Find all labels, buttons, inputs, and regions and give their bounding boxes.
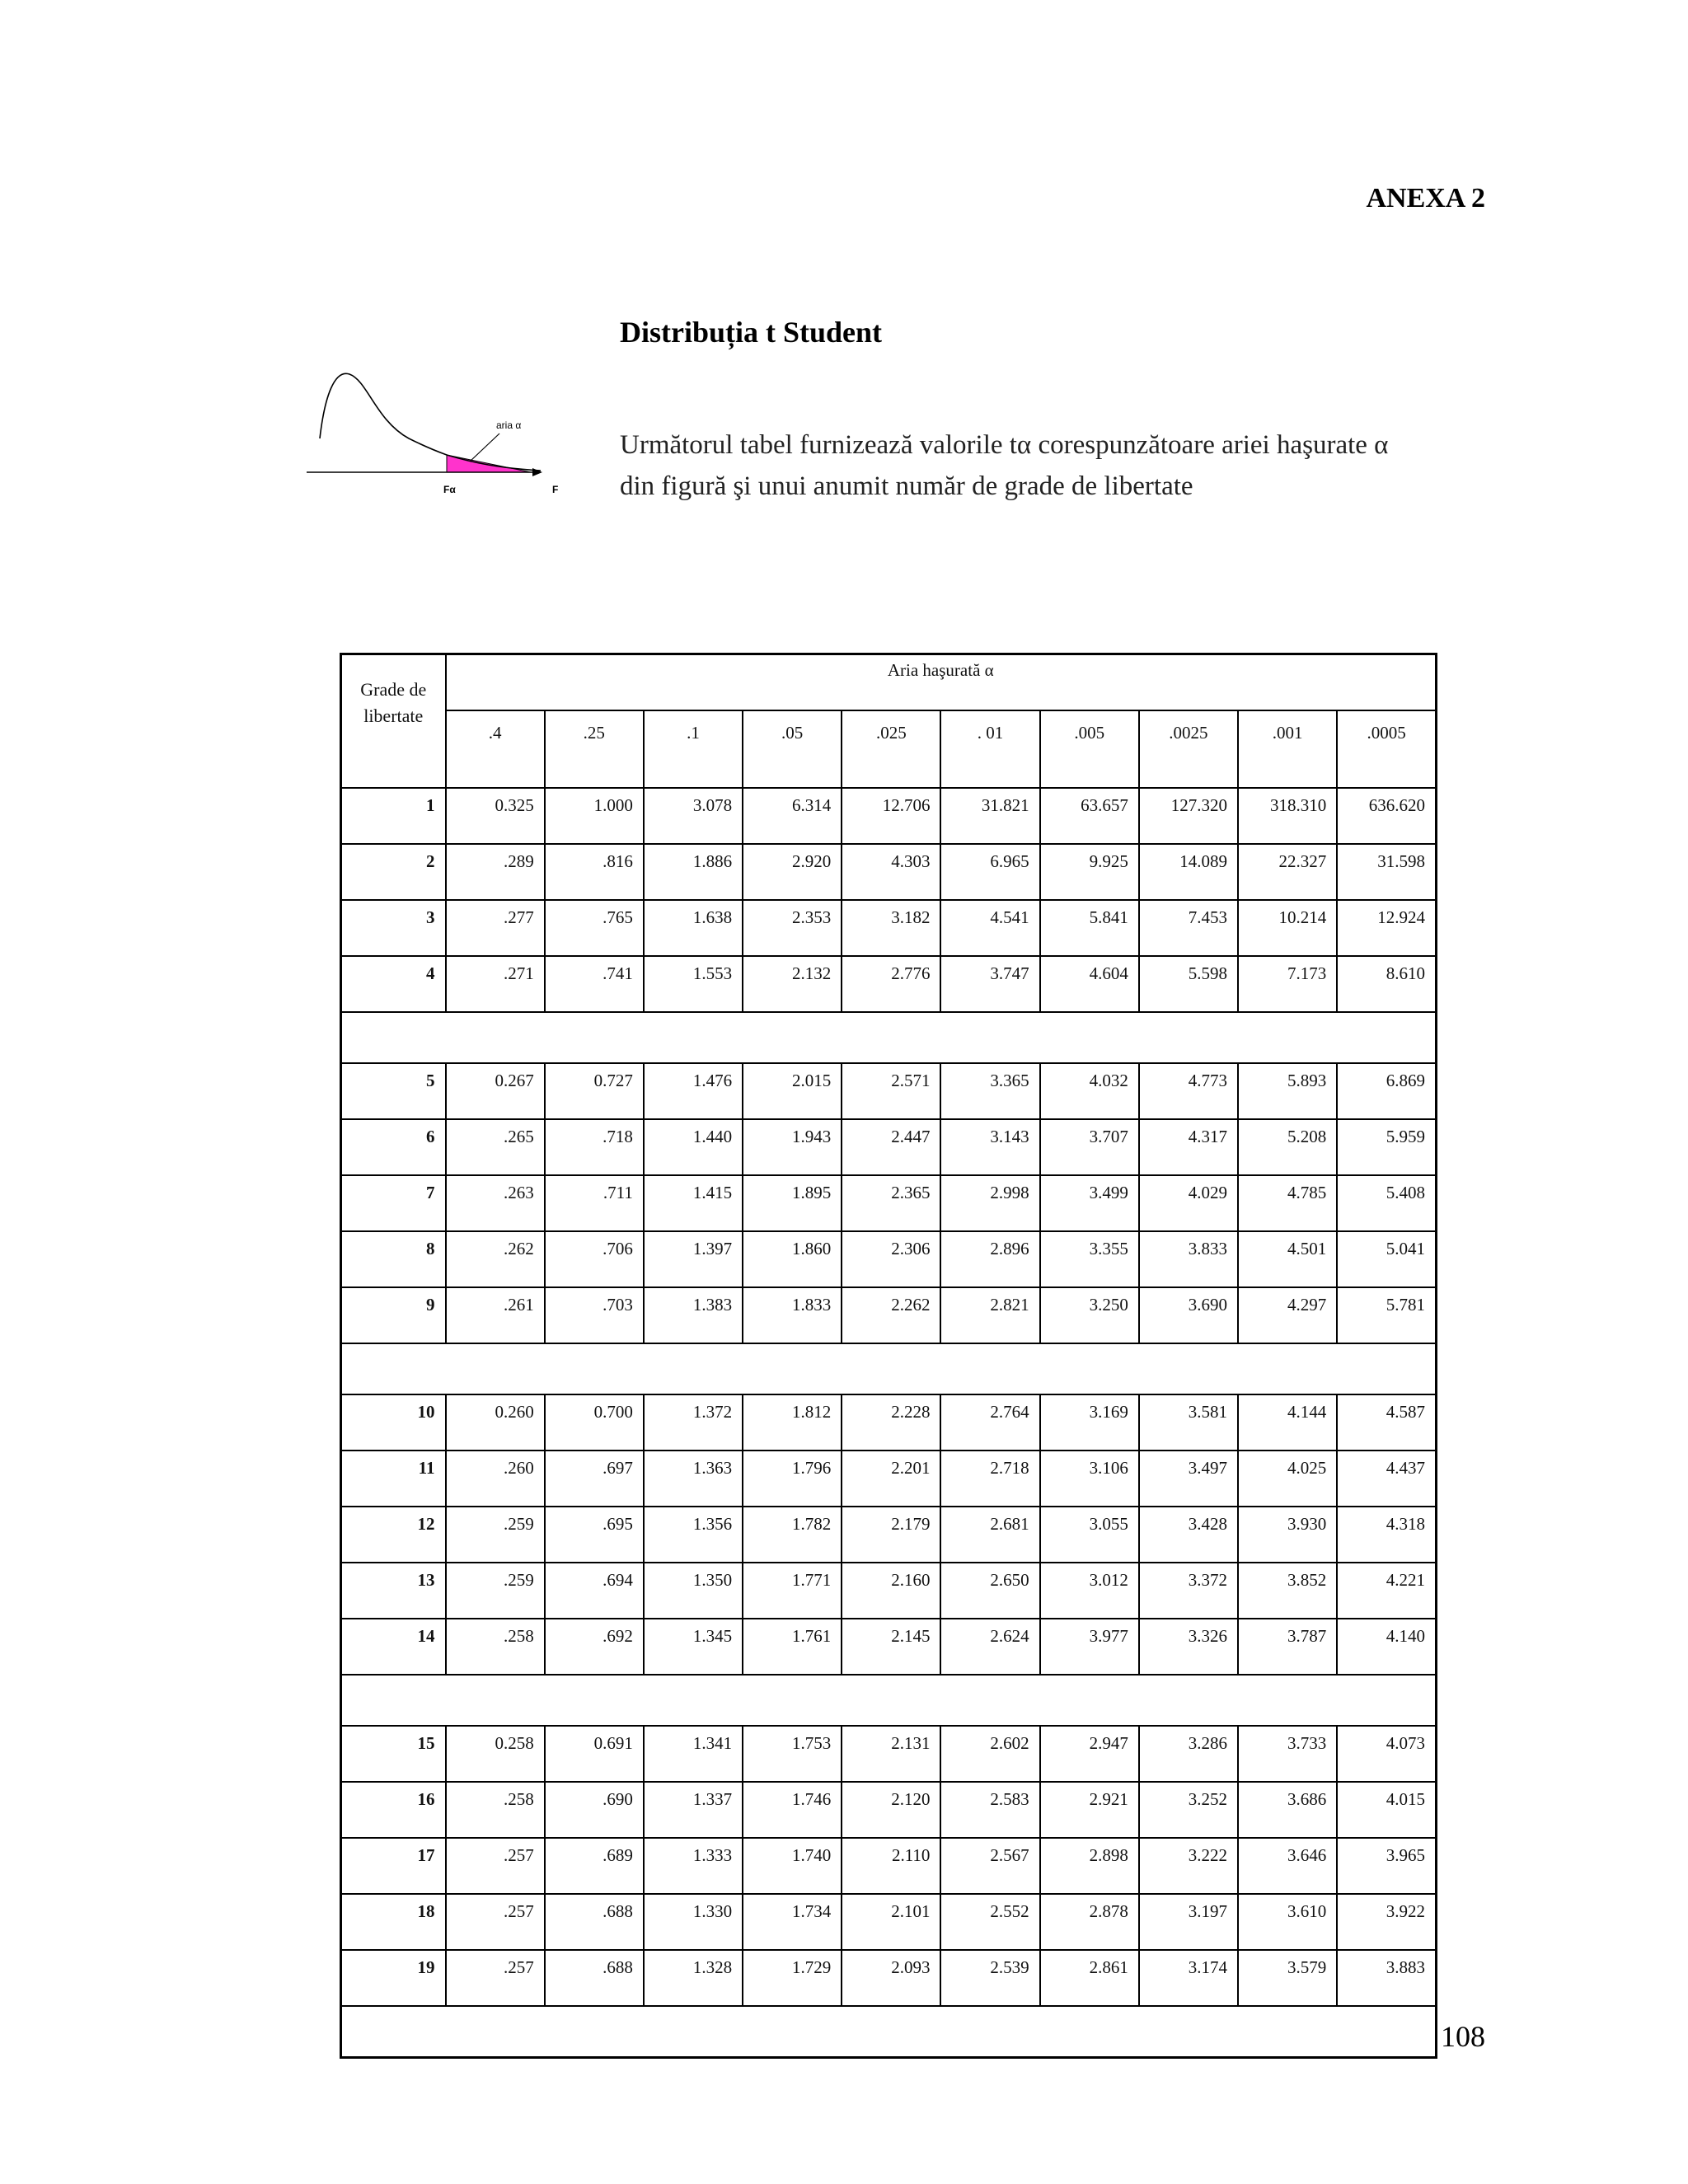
- degrees-of-freedom-cell: 7: [341, 1175, 446, 1231]
- value-cell: 3.428: [1139, 1507, 1238, 1563]
- value-cell: 2.583: [940, 1782, 1039, 1838]
- value-cell: 2.539: [940, 1950, 1039, 2006]
- value-cell: 2.201: [842, 1451, 940, 1507]
- value-cell: 4.140: [1337, 1619, 1436, 1675]
- value-cell: 1.363: [644, 1451, 743, 1507]
- value-cell: 1.761: [743, 1619, 842, 1675]
- degrees-of-freedom-cell: 19: [341, 1950, 446, 2006]
- value-cell: 2.567: [940, 1838, 1039, 1894]
- value-cell: 4.297: [1238, 1287, 1337, 1343]
- value-cell: 1.330: [644, 1894, 743, 1950]
- degrees-of-freedom-cell: 3: [341, 900, 446, 956]
- spacer-row: [341, 2006, 1437, 2058]
- value-cell: 14.089: [1139, 844, 1238, 900]
- value-cell: 3.250: [1040, 1287, 1139, 1343]
- value-cell: 2.896: [940, 1231, 1039, 1287]
- description: [620, 424, 1477, 507]
- value-cell: 5.598: [1139, 956, 1238, 1012]
- value-cell: 6.869: [1337, 1063, 1436, 1119]
- value-cell: 3.326: [1139, 1619, 1238, 1675]
- spacer-cell: [341, 1012, 1437, 1063]
- value-cell: 4.437: [1337, 1451, 1436, 1507]
- value-cell: 2.718: [940, 1451, 1039, 1507]
- value-cell: 0.691: [545, 1726, 644, 1782]
- value-cell: 4.029: [1139, 1175, 1238, 1231]
- column-header: .4: [446, 710, 545, 788]
- area-group-header: Aria haşurată α: [446, 654, 1437, 711]
- value-cell: .692: [545, 1619, 644, 1675]
- value-cell: 0.258: [446, 1726, 545, 1782]
- value-cell: 0.267: [446, 1063, 545, 1119]
- table-row: [341, 1619, 1437, 1675]
- value-cell: 1.753: [743, 1726, 842, 1782]
- value-cell: 2.365: [842, 1175, 940, 1231]
- value-cell: .259: [446, 1507, 545, 1563]
- value-cell: 1.771: [743, 1563, 842, 1619]
- table-row: [341, 1231, 1437, 1287]
- value-cell: 3.182: [842, 900, 940, 956]
- value-cell: 2.898: [1040, 1838, 1139, 1894]
- value-cell: 2.179: [842, 1507, 940, 1563]
- value-cell: 3.106: [1040, 1451, 1139, 1507]
- value-cell: .265: [446, 1119, 545, 1175]
- value-cell: 2.132: [743, 956, 842, 1012]
- value-cell: 1.337: [644, 1782, 743, 1838]
- value-cell: 3.883: [1337, 1950, 1436, 2006]
- table-row: [341, 1119, 1437, 1175]
- value-cell: 3.707: [1040, 1119, 1139, 1175]
- value-cell: 6.965: [940, 844, 1039, 900]
- value-cell: 2.764: [940, 1394, 1039, 1451]
- value-cell: 1.476: [644, 1063, 743, 1119]
- value-cell: 2.101: [842, 1894, 940, 1950]
- value-cell: 3.197: [1139, 1894, 1238, 1950]
- value-cell: .695: [545, 1507, 644, 1563]
- value-cell: .765: [545, 900, 644, 956]
- t-distribution-table: [340, 653, 1437, 2059]
- value-cell: 4.317: [1139, 1119, 1238, 1175]
- spacer-row: [341, 1343, 1437, 1394]
- value-cell: 1.740: [743, 1838, 842, 1894]
- value-cell: .257: [446, 1950, 545, 2006]
- value-cell: 4.604: [1040, 956, 1139, 1012]
- degrees-of-freedom-cell: 5: [341, 1063, 446, 1119]
- spacer-cell: [341, 1675, 1437, 1726]
- degrees-of-freedom-cell: 15: [341, 1726, 446, 1782]
- value-cell: 5.208: [1238, 1119, 1337, 1175]
- column-header: .05: [743, 710, 842, 788]
- column-header: .25: [545, 710, 644, 788]
- value-cell: .271: [446, 956, 545, 1012]
- corner-label-line-1: Grade de: [360, 679, 427, 700]
- value-cell: 2.552: [940, 1894, 1039, 1950]
- value-cell: 1.782: [743, 1507, 842, 1563]
- degrees-of-freedom-cell: 10: [341, 1394, 446, 1451]
- degrees-of-freedom-cell: 4: [341, 956, 446, 1012]
- value-cell: 2.447: [842, 1119, 940, 1175]
- value-cell: 1.943: [743, 1119, 842, 1175]
- spacer-cell: [341, 2006, 1437, 2058]
- value-cell: 3.852: [1238, 1563, 1337, 1619]
- table-row: [341, 1563, 1437, 1619]
- value-cell: 4.025: [1238, 1451, 1337, 1507]
- value-cell: 2.160: [842, 1563, 940, 1619]
- value-cell: 4.144: [1238, 1394, 1337, 1451]
- value-cell: 4.318: [1337, 1507, 1436, 1563]
- value-cell: 3.143: [940, 1119, 1039, 1175]
- value-cell: 1.812: [743, 1394, 842, 1451]
- value-cell: 1.415: [644, 1175, 743, 1231]
- value-cell: .697: [545, 1451, 644, 1507]
- value-cell: 3.222: [1139, 1838, 1238, 1894]
- area-label: aria α: [496, 419, 522, 431]
- value-cell: 3.690: [1139, 1287, 1238, 1343]
- value-cell: .261: [446, 1287, 545, 1343]
- value-cell: 0.700: [545, 1394, 644, 1451]
- value-cell: .289: [446, 844, 545, 900]
- value-cell: .718: [545, 1119, 644, 1175]
- value-cell: .259: [446, 1563, 545, 1619]
- value-cell: 9.925: [1040, 844, 1139, 900]
- value-cell: 3.922: [1337, 1894, 1436, 1950]
- value-cell: 2.131: [842, 1726, 940, 1782]
- value-cell: 5.408: [1337, 1175, 1436, 1231]
- value-cell: 3.078: [644, 788, 743, 844]
- value-cell: 3.174: [1139, 1950, 1238, 2006]
- value-cell: 1.796: [743, 1451, 842, 1507]
- value-cell: .741: [545, 956, 644, 1012]
- value-cell: 636.620: [1337, 788, 1436, 844]
- value-cell: .277: [446, 900, 545, 956]
- value-cell: .711: [545, 1175, 644, 1231]
- column-header: .0025: [1139, 710, 1238, 788]
- value-cell: .260: [446, 1451, 545, 1507]
- value-cell: 3.646: [1238, 1838, 1337, 1894]
- value-cell: 1.729: [743, 1950, 842, 2006]
- value-cell: .263: [446, 1175, 545, 1231]
- value-cell: 1.886: [644, 844, 743, 900]
- value-cell: 3.833: [1139, 1231, 1238, 1287]
- value-cell: 3.499: [1040, 1175, 1139, 1231]
- value-cell: 0.260: [446, 1394, 545, 1451]
- value-cell: 2.947: [1040, 1726, 1139, 1782]
- value-cell: 2.776: [842, 956, 940, 1012]
- value-cell: 5.841: [1040, 900, 1139, 956]
- value-cell: 12.706: [842, 788, 940, 844]
- table-row: [341, 844, 1437, 900]
- value-cell: 22.327: [1238, 844, 1337, 900]
- value-cell: 1.734: [743, 1894, 842, 1950]
- degrees-of-freedom-cell: 18: [341, 1894, 446, 1950]
- value-cell: 2.998: [940, 1175, 1039, 1231]
- value-cell: .690: [545, 1782, 644, 1838]
- value-cell: 1.553: [644, 956, 743, 1012]
- value-cell: 3.581: [1139, 1394, 1238, 1451]
- area-pointer-line: [470, 434, 499, 462]
- value-cell: 1.000: [545, 788, 644, 844]
- annex-label: ANEXA 2: [1366, 183, 1485, 213]
- value-cell: 3.930: [1238, 1507, 1337, 1563]
- value-cell: 5.781: [1337, 1287, 1436, 1343]
- table-row: [341, 1838, 1437, 1894]
- value-cell: .258: [446, 1782, 545, 1838]
- value-cell: 2.228: [842, 1394, 940, 1451]
- value-cell: 1.372: [644, 1394, 743, 1451]
- value-cell: .816: [545, 844, 644, 900]
- degrees-of-freedom-cell: 13: [341, 1563, 446, 1619]
- value-cell: 63.657: [1040, 788, 1139, 844]
- value-cell: 2.262: [842, 1287, 940, 1343]
- value-cell: 12.924: [1337, 900, 1436, 956]
- value-cell: .703: [545, 1287, 644, 1343]
- value-cell: 3.686: [1238, 1782, 1337, 1838]
- value-cell: 3.733: [1238, 1726, 1337, 1782]
- axis-arrowhead: [532, 468, 542, 476]
- value-cell: 2.624: [940, 1619, 1039, 1675]
- value-cell: 127.320: [1139, 788, 1238, 844]
- value-cell: 2.681: [940, 1507, 1039, 1563]
- value-cell: 1.350: [644, 1563, 743, 1619]
- spacer-row: [341, 1675, 1437, 1726]
- value-cell: 3.286: [1139, 1726, 1238, 1782]
- table-row: [341, 1175, 1437, 1231]
- value-cell: 3.787: [1238, 1619, 1337, 1675]
- description-line-1: Următorul tabel furnizează valorile tα corespunzătoare ariei haşurate α: [620, 430, 1389, 460]
- value-cell: 5.041: [1337, 1231, 1436, 1287]
- value-cell: 31.598: [1337, 844, 1436, 900]
- value-cell: 2.110: [842, 1838, 940, 1894]
- value-cell: 2.920: [743, 844, 842, 900]
- spacer-cell: [341, 1343, 1437, 1394]
- value-cell: 1.328: [644, 1950, 743, 2006]
- page-number: 108: [1441, 2020, 1485, 2053]
- degrees-of-freedom-cell: 16: [341, 1782, 446, 1838]
- degrees-of-freedom-cell: 17: [341, 1838, 446, 1894]
- value-cell: 3.747: [940, 956, 1039, 1012]
- value-cell: .694: [545, 1563, 644, 1619]
- table-row: [341, 1451, 1437, 1507]
- spacer-row: [341, 1012, 1437, 1063]
- value-cell: 4.541: [940, 900, 1039, 956]
- value-cell: .257: [446, 1838, 545, 1894]
- value-cell: 2.921: [1040, 1782, 1139, 1838]
- value-cell: 2.015: [743, 1063, 842, 1119]
- value-cell: 6.314: [743, 788, 842, 844]
- x-axis-label: F: [552, 484, 559, 495]
- value-cell: 2.093: [842, 1950, 940, 2006]
- column-header: . 01: [940, 710, 1039, 788]
- table-row: [341, 1063, 1437, 1119]
- value-cell: .706: [545, 1231, 644, 1287]
- value-cell: 3.169: [1040, 1394, 1139, 1451]
- value-cell: 2.571: [842, 1063, 940, 1119]
- value-cell: .262: [446, 1231, 545, 1287]
- value-cell: 3.610: [1238, 1894, 1337, 1950]
- table-row: [341, 1394, 1437, 1451]
- degrees-of-freedom-header: [341, 654, 446, 789]
- value-cell: .688: [545, 1894, 644, 1950]
- page-title: Distribuția t Student: [620, 316, 883, 349]
- shaded-area: [447, 455, 531, 472]
- degrees-of-freedom-cell: 14: [341, 1619, 446, 1675]
- value-cell: 2.145: [842, 1619, 940, 1675]
- value-cell: 3.012: [1040, 1563, 1139, 1619]
- value-cell: 2.878: [1040, 1894, 1139, 1950]
- value-cell: 4.073: [1337, 1726, 1436, 1782]
- degrees-of-freedom-cell: 9: [341, 1287, 446, 1343]
- distribution-figure: [302, 363, 582, 503]
- value-cell: 1.345: [644, 1619, 743, 1675]
- critical-value-label: Fα: [443, 484, 456, 495]
- value-cell: 1.440: [644, 1119, 743, 1175]
- value-cell: 2.306: [842, 1231, 940, 1287]
- table-row: [341, 956, 1437, 1012]
- value-cell: 1.746: [743, 1782, 842, 1838]
- value-cell: 3.579: [1238, 1950, 1337, 2006]
- value-cell: 3.365: [940, 1063, 1039, 1119]
- value-cell: 0.325: [446, 788, 545, 844]
- value-cell: 3.355: [1040, 1231, 1139, 1287]
- value-cell: .689: [545, 1838, 644, 1894]
- value-cell: .257: [446, 1894, 545, 1950]
- value-cell: .688: [545, 1950, 644, 2006]
- value-cell: 4.773: [1139, 1063, 1238, 1119]
- header-row-group: [341, 654, 1437, 711]
- value-cell: 1.333: [644, 1838, 743, 1894]
- corner-label-line-2: libertate: [363, 705, 424, 726]
- degrees-of-freedom-cell: 1: [341, 788, 446, 844]
- value-cell: 0.727: [545, 1063, 644, 1119]
- description-line-2: din figură şi unui anumit număr de grade de libertate: [620, 471, 1193, 501]
- column-header: .025: [842, 710, 940, 788]
- column-header: .005: [1040, 710, 1139, 788]
- value-cell: 3.497: [1139, 1451, 1238, 1507]
- value-cell: 1.860: [743, 1231, 842, 1287]
- table-row: [341, 1507, 1437, 1563]
- value-cell: 4.501: [1238, 1231, 1337, 1287]
- value-cell: 3.372: [1139, 1563, 1238, 1619]
- value-cell: 4.032: [1040, 1063, 1139, 1119]
- value-cell: 2.602: [940, 1726, 1039, 1782]
- value-cell: 31.821: [940, 788, 1039, 844]
- table-row: [341, 788, 1437, 844]
- value-cell: 3.252: [1139, 1782, 1238, 1838]
- value-cell: 2.650: [940, 1563, 1039, 1619]
- value-cell: 1.397: [644, 1231, 743, 1287]
- value-cell: 7.173: [1238, 956, 1337, 1012]
- value-cell: 10.214: [1238, 900, 1337, 956]
- degrees-of-freedom-cell: 12: [341, 1507, 446, 1563]
- table-row: [341, 1950, 1437, 2006]
- value-cell: 3.965: [1337, 1838, 1436, 1894]
- value-cell: 7.453: [1139, 900, 1238, 956]
- value-cell: 318.310: [1238, 788, 1337, 844]
- table-row: [341, 1894, 1437, 1950]
- table-row: [341, 1287, 1437, 1343]
- table-row: [341, 1726, 1437, 1782]
- value-cell: 2.353: [743, 900, 842, 956]
- degrees-of-freedom-cell: 8: [341, 1231, 446, 1287]
- value-cell: 5.959: [1337, 1119, 1436, 1175]
- value-cell: .258: [446, 1619, 545, 1675]
- degrees-of-freedom-cell: 6: [341, 1119, 446, 1175]
- value-cell: 2.120: [842, 1782, 940, 1838]
- column-header-row: [341, 710, 1437, 788]
- value-cell: 1.383: [644, 1287, 743, 1343]
- value-cell: 4.221: [1337, 1563, 1436, 1619]
- value-cell: 3.977: [1040, 1619, 1139, 1675]
- value-cell: 5.893: [1238, 1063, 1337, 1119]
- column-header: .001: [1238, 710, 1337, 788]
- value-cell: 4.303: [842, 844, 940, 900]
- value-cell: 2.821: [940, 1287, 1039, 1343]
- value-cell: 4.015: [1337, 1782, 1436, 1838]
- table-row: [341, 1782, 1437, 1838]
- table-row: [341, 900, 1437, 956]
- value-cell: 1.341: [644, 1726, 743, 1782]
- column-header: .0005: [1337, 710, 1436, 788]
- value-cell: 4.587: [1337, 1394, 1436, 1451]
- value-cell: 2.861: [1040, 1950, 1139, 2006]
- value-cell: 4.785: [1238, 1175, 1337, 1231]
- degrees-of-freedom-cell: 2: [341, 844, 446, 900]
- value-cell: 1.638: [644, 900, 743, 956]
- value-cell: 1.356: [644, 1507, 743, 1563]
- degrees-of-freedom-cell: 11: [341, 1451, 446, 1507]
- value-cell: 8.610: [1337, 956, 1436, 1012]
- value-cell: 1.833: [743, 1287, 842, 1343]
- column-header: .1: [644, 710, 743, 788]
- value-cell: 1.895: [743, 1175, 842, 1231]
- value-cell: 3.055: [1040, 1507, 1139, 1563]
